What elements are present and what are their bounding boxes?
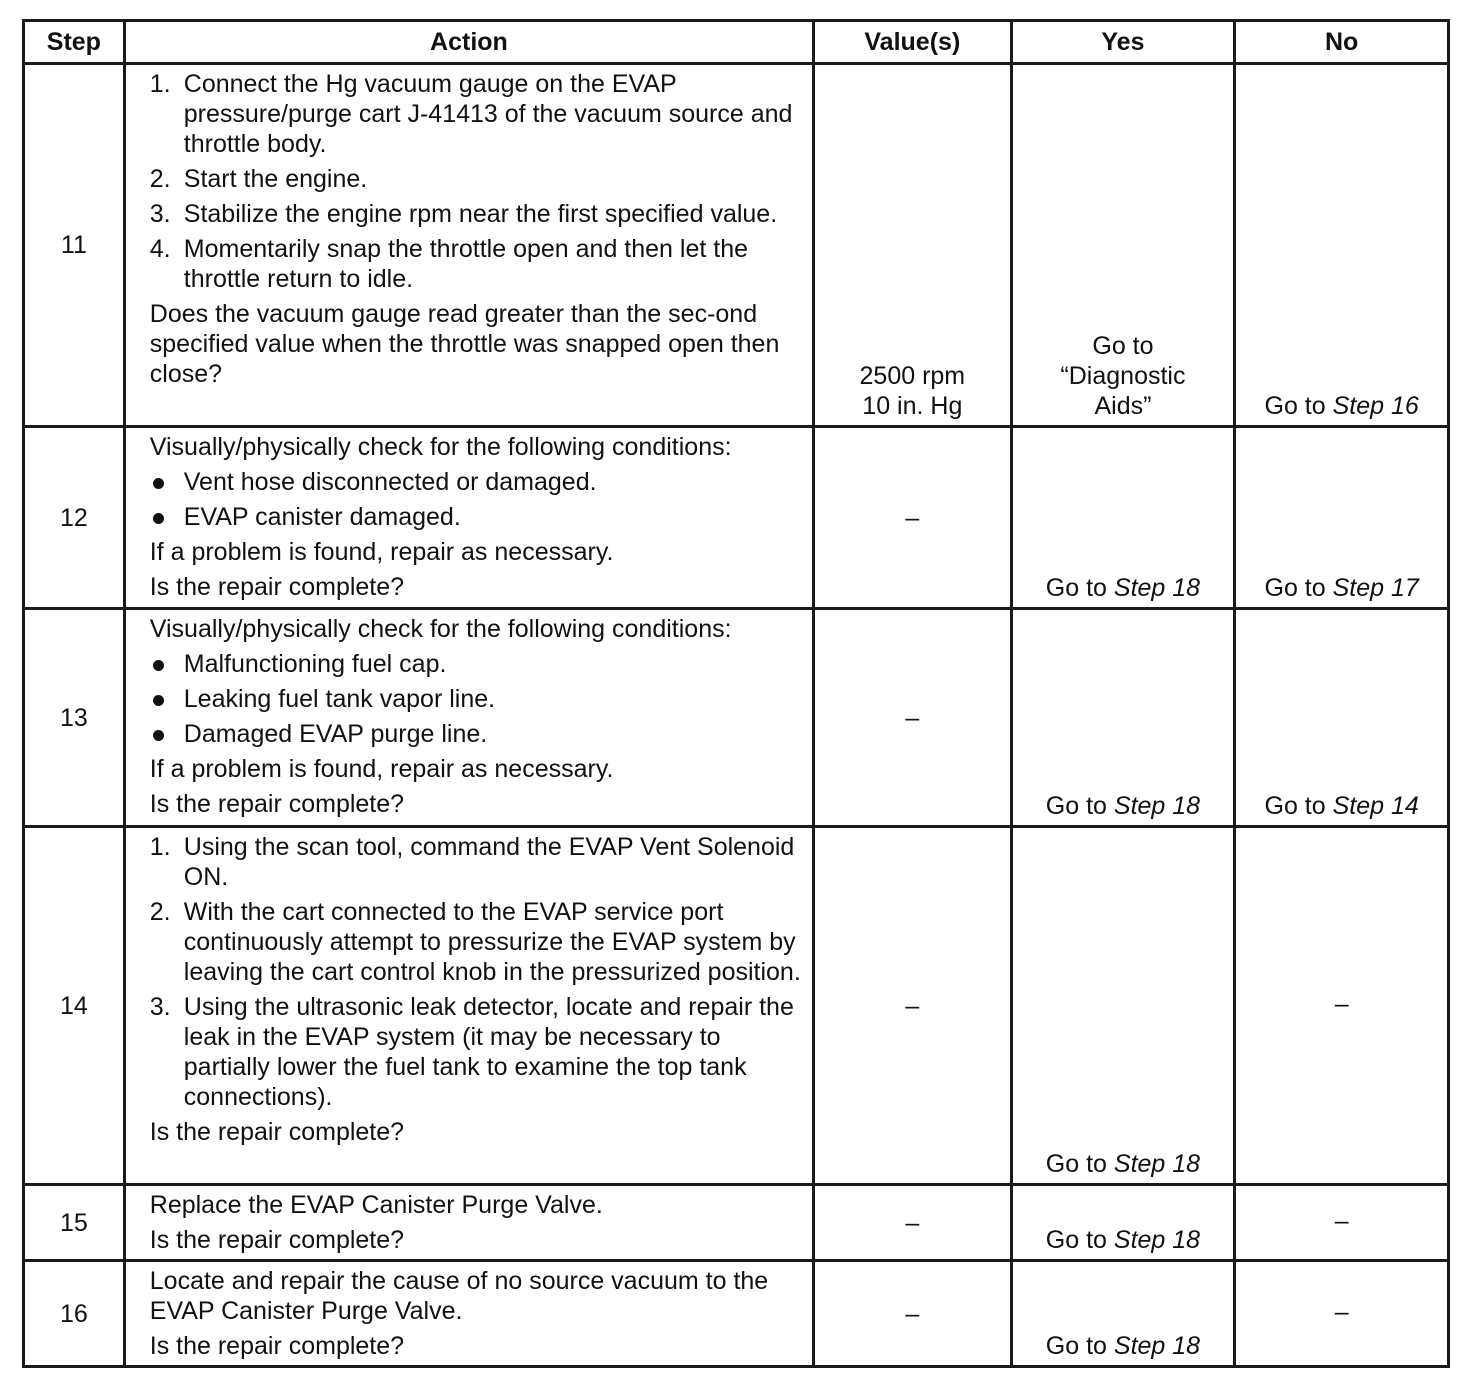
item-text: With the cart connected to the EVAP service port continuously attempt to pressurize the EVAP system by leaving the cart control knob in the pressurized position. (183, 898, 801, 986)
action-cell (124, 827, 813, 1185)
no-step-ref: Step 16 (1332, 392, 1419, 420)
no-cell: – (1235, 827, 1449, 1185)
action-bullet (150, 684, 802, 714)
action-item (150, 897, 802, 987)
no-cell: – (1235, 1261, 1449, 1367)
bullet-text: EVAP canister damaged. (183, 503, 461, 531)
value-rpm: 2500 rpm (859, 362, 966, 390)
action-intro: Visually/physically check for the following conditions: (149, 615, 732, 643)
bullet-icon (153, 695, 164, 706)
yes-cell (1011, 1185, 1235, 1261)
action-cell (124, 427, 813, 609)
yes-step-ref: Step 18 (1113, 1150, 1201, 1178)
yes-prefix: Go to (1045, 574, 1107, 602)
action-cell (124, 64, 813, 427)
value-cell: – (814, 427, 1012, 609)
no-cell (1235, 427, 1449, 609)
no-step-ref: Step 14 (1332, 792, 1419, 820)
value-cell: – (814, 1261, 1012, 1367)
bullet-icon (153, 478, 164, 489)
yes-step-ref: Step 18 (1113, 574, 1201, 602)
action-item (150, 832, 802, 892)
item-number: 3. (149, 200, 171, 228)
yes-line: “Diagnostic (1060, 362, 1186, 390)
value-cell: – (814, 1185, 1012, 1261)
action-question: Is the repair complete? (149, 790, 405, 818)
step-number: 11 (24, 64, 125, 427)
bullet-text: Damaged EVAP purge line. (183, 720, 488, 748)
action-cell (124, 609, 813, 827)
action-item (150, 234, 802, 294)
yes-line: Aids” (1094, 392, 1152, 420)
bullet-icon (153, 730, 164, 741)
yes-cell (1011, 827, 1235, 1185)
table-row (24, 609, 1449, 827)
yes-line: Go to (1092, 332, 1154, 360)
item-number: 3. (149, 993, 171, 1021)
step-number: 15 (24, 1185, 125, 1261)
header-row (24, 21, 1449, 64)
action-question: Is the repair complete? (149, 573, 405, 601)
yes-cell (1011, 427, 1235, 609)
action-note: If a problem is found, repair as necessary. (149, 538, 614, 566)
step-number: 16 (24, 1261, 125, 1367)
action-item (150, 992, 802, 1112)
item-text: Momentarily snap the throttle open and then let the throttle return to idle. (183, 235, 749, 293)
header-action: Action (124, 21, 813, 64)
header-values: Value(s) (814, 21, 1012, 64)
diagnostic-table (22, 19, 1450, 1368)
value-cell: – (814, 827, 1012, 1185)
action-question: Is the repair complete? (149, 1118, 405, 1146)
action-bullet (150, 502, 802, 532)
yes-prefix: Go to (1045, 792, 1107, 820)
action-bullet (150, 467, 802, 497)
header-no: No (1235, 21, 1449, 64)
bullet-text: Malfunctioning fuel cap. (183, 650, 447, 678)
action-bullet (150, 719, 802, 749)
item-number: 1. (149, 833, 171, 861)
table-row (24, 1261, 1449, 1367)
action-line: Locate and repair the cause of no source vacuum to the EVAP Canister Purge Valve. (149, 1267, 769, 1325)
no-prefix: Go to (1264, 574, 1326, 602)
action-item (150, 199, 802, 229)
yes-cell (1011, 64, 1235, 427)
step-number: 14 (24, 827, 125, 1185)
no-cell (1235, 609, 1449, 827)
item-text: Start the engine. (183, 165, 368, 193)
item-number: 4. (149, 235, 171, 263)
yes-step-ref: Step 18 (1113, 792, 1201, 820)
yes-cell (1011, 609, 1235, 827)
yes-prefix: Go to (1045, 1332, 1107, 1360)
action-question: Is the repair complete? (149, 1226, 405, 1254)
table-row (24, 427, 1449, 609)
no-cell (1235, 64, 1449, 427)
action-bullet (150, 649, 802, 679)
bullet-text: Vent hose disconnected or damaged. (183, 468, 597, 496)
yes-prefix: Go to (1045, 1226, 1107, 1254)
table-row (24, 64, 1449, 427)
action-line: Replace the EVAP Canister Purge Valve. (149, 1191, 603, 1219)
header-step: Step (24, 21, 125, 64)
action-item (150, 164, 802, 194)
table-row (24, 827, 1449, 1185)
no-prefix: Go to (1264, 792, 1326, 820)
item-text: Using the ultrasonic leak detector, locate and repair the leak in the EVAP system (it may be necessary to partially lower the fuel tank to examine the top tank connections). (183, 993, 794, 1111)
header-yes: Yes (1011, 21, 1235, 64)
item-text: Stabilize the engine rpm near the first specified value. (183, 200, 778, 228)
action-item (150, 69, 802, 159)
bullet-icon (153, 513, 164, 524)
table-row (24, 1185, 1449, 1261)
yes-cell (1011, 1261, 1235, 1367)
item-number: 2. (149, 165, 171, 193)
action-note: If a problem is found, repair as necessary. (149, 755, 614, 783)
action-question: Does the vacuum gauge read greater than the sec-ond specified value when the throttle was snapped open then close? (149, 300, 780, 388)
bullet-icon (153, 660, 164, 671)
no-prefix: Go to (1264, 392, 1326, 420)
action-cell (124, 1261, 813, 1367)
item-number: 2. (149, 898, 171, 926)
item-text: Using the scan tool, command the EVAP Vent Solenoid ON. (183, 833, 795, 891)
bullet-text: Leaking fuel tank vapor line. (183, 685, 496, 713)
step-number: 12 (24, 427, 125, 609)
no-step-ref: Step 17 (1332, 574, 1419, 602)
action-question: Is the repair complete? (149, 1332, 405, 1360)
action-intro: Visually/physically check for the following conditions: (149, 433, 732, 461)
action-cell (124, 1185, 813, 1261)
value-cell (814, 64, 1012, 427)
item-number: 1. (149, 70, 171, 98)
yes-step-ref: Step 18 (1113, 1332, 1201, 1360)
yes-step-ref: Step 18 (1113, 1226, 1201, 1254)
item-text: Connect the Hg vacuum gauge on the EVAP pressure/purge cart J-41413 of the vacuum source and throttle body. (183, 70, 793, 158)
step-number: 13 (24, 609, 125, 827)
yes-prefix: Go to (1045, 1150, 1107, 1178)
no-cell: – (1235, 1185, 1449, 1261)
value-vacuum: 10 in. Hg (862, 392, 963, 420)
value-cell: – (814, 609, 1012, 827)
